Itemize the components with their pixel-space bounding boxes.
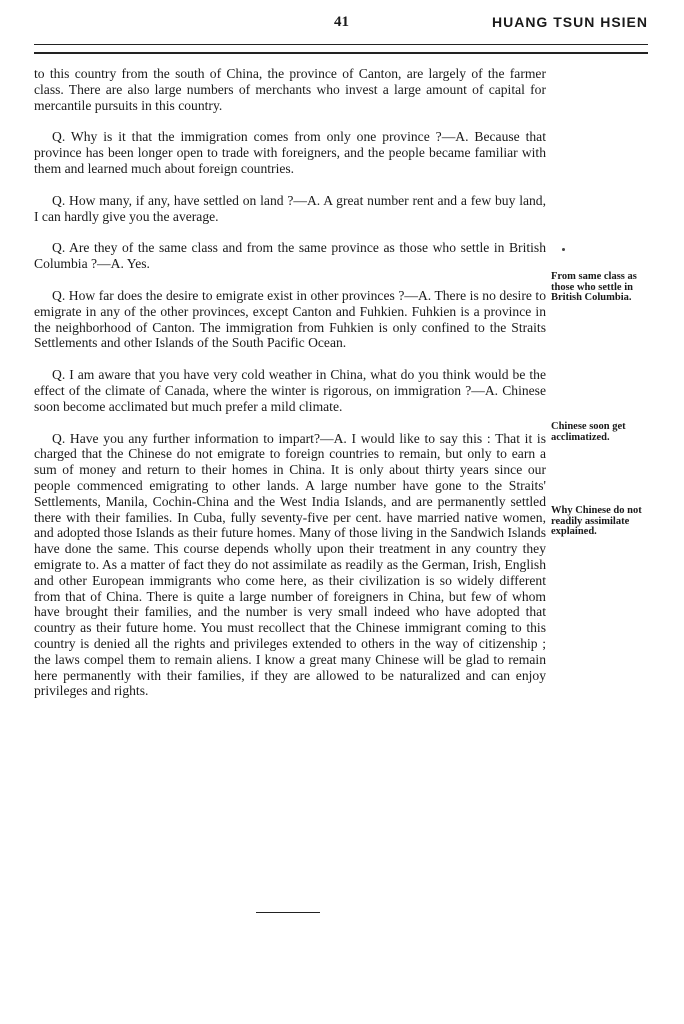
paragraph-continuation: to this country from the south of China, the province of Canton, are largely of the farmer class. There are also large numbers of merchants who invest a large amount of capital for mercantile pursuits in this country. <box>34 66 546 113</box>
margin-dot <box>562 248 565 251</box>
paragraph-qa-other-provinces: Q. How far does the desire to emigrate exist in other provinces ?—A. There is no desire to emigrate in any of the other provinces, except Canton and Fuhkien. Fuhkien is a province in the neighborhood of Canton. The immigration from Fuhkien is only confined to the Straits Settlements and other Islands of the South Pacific Ocean. <box>34 287 546 351</box>
sidenote-same-class: From same class as those who settle in British Columbia. <box>551 271 637 303</box>
sidenote-acclimatized: Chinese soon get acclimatized. <box>551 421 626 443</box>
header-rule-double <box>34 52 648 54</box>
sidenote-assimilate: Why Chinese do not readily assimilate explained. <box>551 505 642 537</box>
running-head: HUANG TSUN HSIEN <box>491 14 648 30</box>
paragraph-qa-further-information: Q. Have you any further information to impart?—A. I would like to say this : That it is charged that the Chinese do not emigrate to foreign countries to remain, but only to earn a sum of money and return to their homes in China. It is only about thirty years since our people commenced emigrating to other lands. A large number have gone to the Straits' Settlements, Manila, Cochin-China and the West India Islands, and are permanently settled there with their families. In Cuba, fully seventy-five per cent. have married native women, and adopted those Islands as their future homes. Many of those living in the Sandwich Islands have done the same. This course depends wholly upon their treatment in any country they emigrate to. As a matter of fact they do not assimilate as readily as the German, Irish, English and other European immigrants who come here, as their civilization is so widely different from that of China. There is quite a large number of foreigners in China, but few of whom have brought their families, and the number is very small indeed who have adopted that country as their future home. You must recollect that the Chinese immigrant coming to this country is denied all the rights and privileges extended to others in the way of citizenship ; the laws compel them to remain aliens. I know a great many Chinese will be glad to remain here permanently with their families, if they are allowed to be naturalized and can enjoy privileges and rights. <box>34 430 546 699</box>
header-rule <box>34 44 648 45</box>
paragraph-qa-british-columbia: Q. Are they of the same class and from the same province as those who settle in British Columbia ?—A. Yes. <box>34 240 546 272</box>
page-number: 41 <box>334 14 349 30</box>
footer-rule <box>256 912 320 913</box>
paragraph-qa-land: Q. How many, if any, have settled on land ?—A. A great number rent and a few buy land, I can hardly give you the average. <box>34 192 546 224</box>
body-text <box>34 66 546 715</box>
paragraph-qa-climate: Q. I am aware that you have very cold weather in China, what do you think would be the effect of the climate of Canada, where the winter is rigorous, on immigration ?—A. Chinese soon become acclimated but much prefer a mild climate. <box>34 367 546 414</box>
paragraph-qa-province: Q. Why is it that the immigration comes from only one province ?—A. Because that province has been longer open to trade with foreigners, and the people became familiar with them and learned much about foreign countries. <box>34 129 546 176</box>
